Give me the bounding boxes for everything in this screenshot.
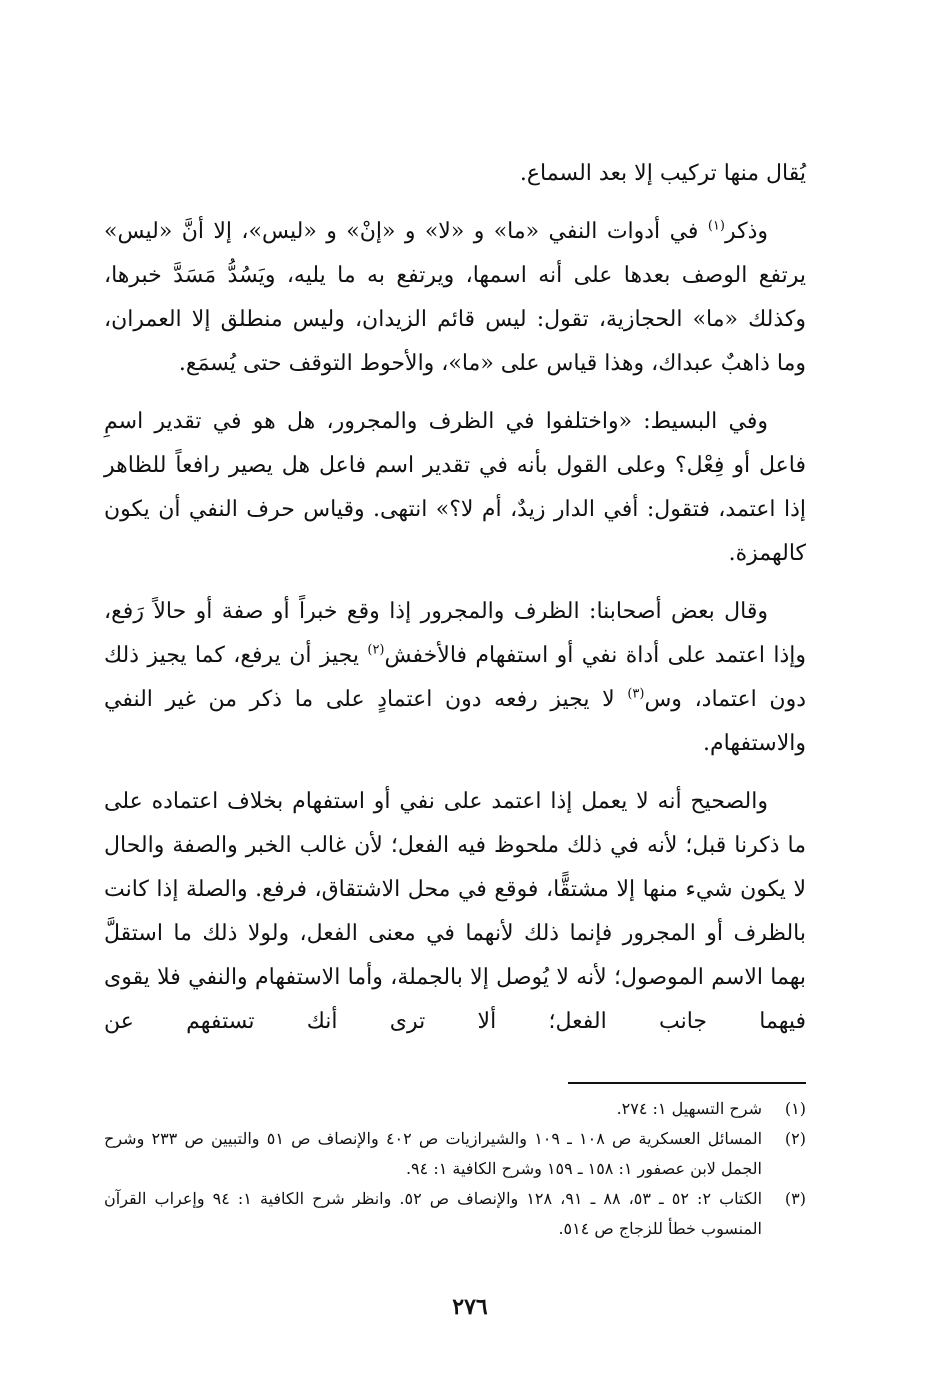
footnotes xyxy=(104,1094,806,1244)
paragraph-2 xyxy=(104,400,806,576)
footnote-text: المسائل العسكرية ص ١٠٨ ـ ١٠٩ والشيرازيات ص ٤٠٢ والإنصاف ص ٥١ والتبيين ص ٢٣٣ وشرح الجمل لابن عصفور ١: ١٥٨ ـ ١٥٩ وشرح الكافية ١: ٩٤. xyxy=(104,1129,763,1178)
paragraph-1-text-b: في أدوات النفي «ما» و «لا» و «إنْ» و «ليس»، إلا أنَّ «ليس» يرتفع الوصف بعدها على أنه اسمها، ويرتفع به ما يليه، ويَسُدُّ مَسَدَّ خبرها، وكذلك «ما» الحجازية، تقول: ليس قائم الزيدان، وليس منطلق إلا العمران، وما ذاهبٌ عبداك، وهذا قياس على «ما»، والأحوط التوقف حتى يُسمَع. xyxy=(104,219,806,376)
footnote-3 xyxy=(104,1184,806,1244)
paragraph-1 xyxy=(104,210,806,386)
footnote-1 xyxy=(104,1094,806,1124)
footnote-number: (١) xyxy=(784,1099,806,1118)
paragraph-3 xyxy=(104,590,806,766)
paragraph-3-text-c: لا يجيز رفعه دون اعتمادٍ على ما ذكر من غير النفي والاستفهام. xyxy=(104,687,806,756)
footnote-number: (٣) xyxy=(784,1189,806,1208)
footnote-number: (٢) xyxy=(784,1129,806,1148)
footnote-text: الكتاب ٢: ٥٢ ـ ٥٣، ٨٨ ـ ٩١، ١٢٨ والإنصاف ص ٥٢. وانظر شرح الكافية ١: ٩٤ وإعراب القرآن المنسوب خطأ للزجاج ص ٥١٤. xyxy=(104,1189,763,1238)
paragraph-4-text: والصحيح أنه لا يعمل إذا اعتمد على نفي أو استفهام بخلاف اعتماده على ما ذكرنا قبل؛ لأنه في ذلك ملحوظ فيه الفعل؛ لأن غالب الخبر والصفة والحال لا يكون شيء منها إلا مشتقًّا، فوقع في محل الاشتقاق، فرفع. والصلة إذا كانت بالظرف أو المجرور فإنما ذلك لأنهما في معنى الفعل، ولولا ذلك ما استقلَّ بهما الاسم الموصول؛ لأنه لا يُوصل إلا بالجملة، وأما الاستفهام والنفي فلا يقوى فيهما جانب الفعل؛ ألا ترى أنك تستفهم عن xyxy=(104,789,806,1034)
paragraph-3-text-b: يجيز أن يرفع، كما يجيز ذلك دون اعتماد، وس xyxy=(104,643,806,712)
paragraph-0-text: يُقال منها تركيب إلا بعد السماع. xyxy=(519,161,806,186)
footnote-text: شرح التسهيل ١: ٢٧٤. xyxy=(616,1099,762,1118)
paragraph-3-text-a: وقال بعض أصحابنا: الظرف والمجرور إذا وقع خبراً أو صفة أو حالاً رَفع، وإذا اعتمد على أداة نفي أو استفهام فالأخفش xyxy=(104,599,806,668)
footnote-2 xyxy=(104,1124,806,1184)
paragraph-1-text-a: وذكر xyxy=(724,219,768,244)
footnote-ref-2[interactable]: (٢) xyxy=(367,642,385,658)
footnote-ref-1[interactable]: (١) xyxy=(707,218,725,234)
paragraph-4 xyxy=(104,780,806,1044)
footnote-separator xyxy=(568,1082,806,1084)
footnote-ref-3[interactable]: (٣) xyxy=(627,686,645,702)
paragraph-2-text: وفي البسيط: «واختلفوا في الظرف والمجرور، هل هو في تقدير اسمِ فاعل أو فِعْل؟ وعلى القول بأنه في تقدير اسم فاعل هل يصير رافعاً للظاهر إذا اعتمد، فتقول: أفي الدار زيدٌ، أم لا؟» انتهى. وقياس حرف النفي أن يكون كالهمزة. xyxy=(104,409,806,566)
page-number: ٢٧٦ xyxy=(452,1294,488,1320)
paragraph-0 xyxy=(104,152,806,196)
main-text xyxy=(104,152,806,1044)
